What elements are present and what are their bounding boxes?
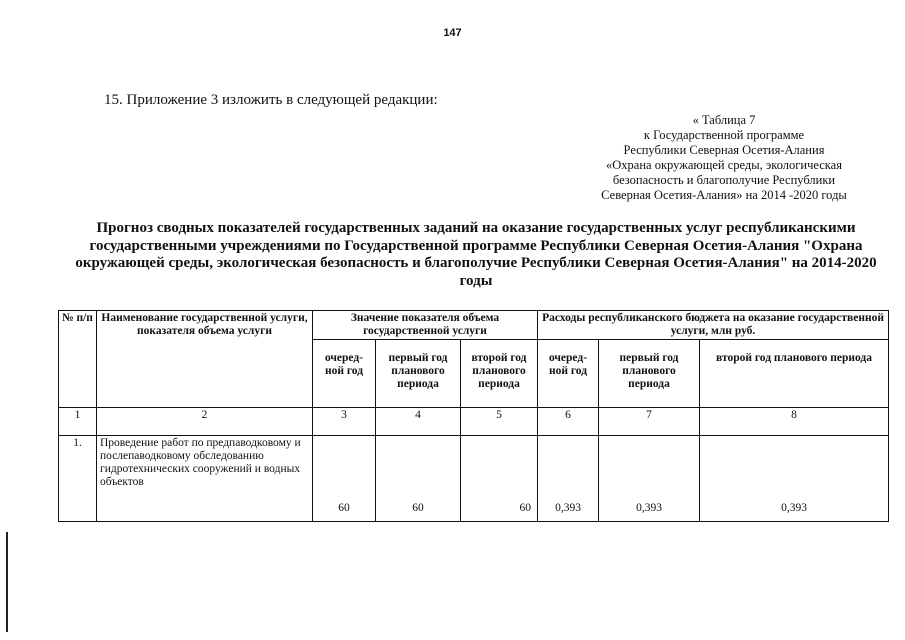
index-cell: 4 (376, 408, 461, 436)
caption-line: «Охрана окружающей среды, экологическая (606, 158, 842, 172)
value-cell: 0,393 (599, 436, 700, 522)
intro-paragraph: 15. Приложение 3 изложить в следующей редакции: (104, 92, 438, 108)
subheader-cell: второй год планового периода (700, 340, 889, 408)
caption-line: Республики Северная Осетия-Алания (623, 143, 825, 157)
subheader-cell: второй год планового периода (461, 340, 538, 408)
caption-line: Северная Осетия-Алания» на 2014 -2020 годы (601, 188, 847, 202)
forecast-table (58, 310, 889, 522)
index-cell: 7 (599, 408, 700, 436)
caption-line: « Таблица 7 (692, 113, 756, 127)
service-name: Проведение работ по предпаводковому и послепаводковому обследованию гидротехнических сооружений и водных объектов (97, 436, 313, 522)
table-header-row (59, 311, 889, 340)
index-cell: 6 (538, 408, 599, 436)
subheader-cell: первый год планового периода (376, 340, 461, 408)
table-row (59, 436, 889, 522)
caption-line: безопасность и благополучие Республики (612, 173, 836, 187)
index-cell: 2 (97, 408, 313, 436)
value-cell: 60 (461, 436, 538, 522)
table-caption (540, 113, 905, 203)
scan-edge-line (6, 532, 8, 632)
caption-line: к Государственной программе (643, 128, 805, 142)
index-cell: 1 (59, 408, 97, 436)
subheader-cell: первый год планового периода (599, 340, 700, 408)
value-cell: 0,393 (538, 436, 599, 522)
header-num: № п/п (59, 311, 97, 408)
index-cell: 8 (700, 408, 889, 436)
index-cell: 5 (461, 408, 538, 436)
header-budget-group: Расходы республиканского бюджета на оказание государственной услуги, млн руб. (538, 311, 889, 340)
subheader-cell: очеред-ной год (313, 340, 376, 408)
row-num: 1. (59, 436, 97, 522)
header-indicator-group: Значение показателя объема государственной услуги (313, 311, 538, 340)
subheader-cell: очеред-ной год (538, 340, 599, 408)
page-number: 147 (443, 27, 462, 39)
header-service: Наименование государственной услуги, показателя объема услуги (97, 311, 313, 408)
index-cell: 3 (313, 408, 376, 436)
document-title: Прогноз сводных показателей государственных заданий на оказание государственных услуг республиканскими государственными учреждениями по Государственной программе Республики Северная Осетия-Алания "Охрана окружающей среды, экологическая безопасность и благополучие Республики Северная Осетия-Алания" на 2014-2020 годы (75, 220, 877, 289)
value-cell: 60 (376, 436, 461, 522)
value-cell: 60 (313, 436, 376, 522)
column-index-row (59, 408, 889, 436)
value-cell: 0,393 (700, 436, 889, 522)
